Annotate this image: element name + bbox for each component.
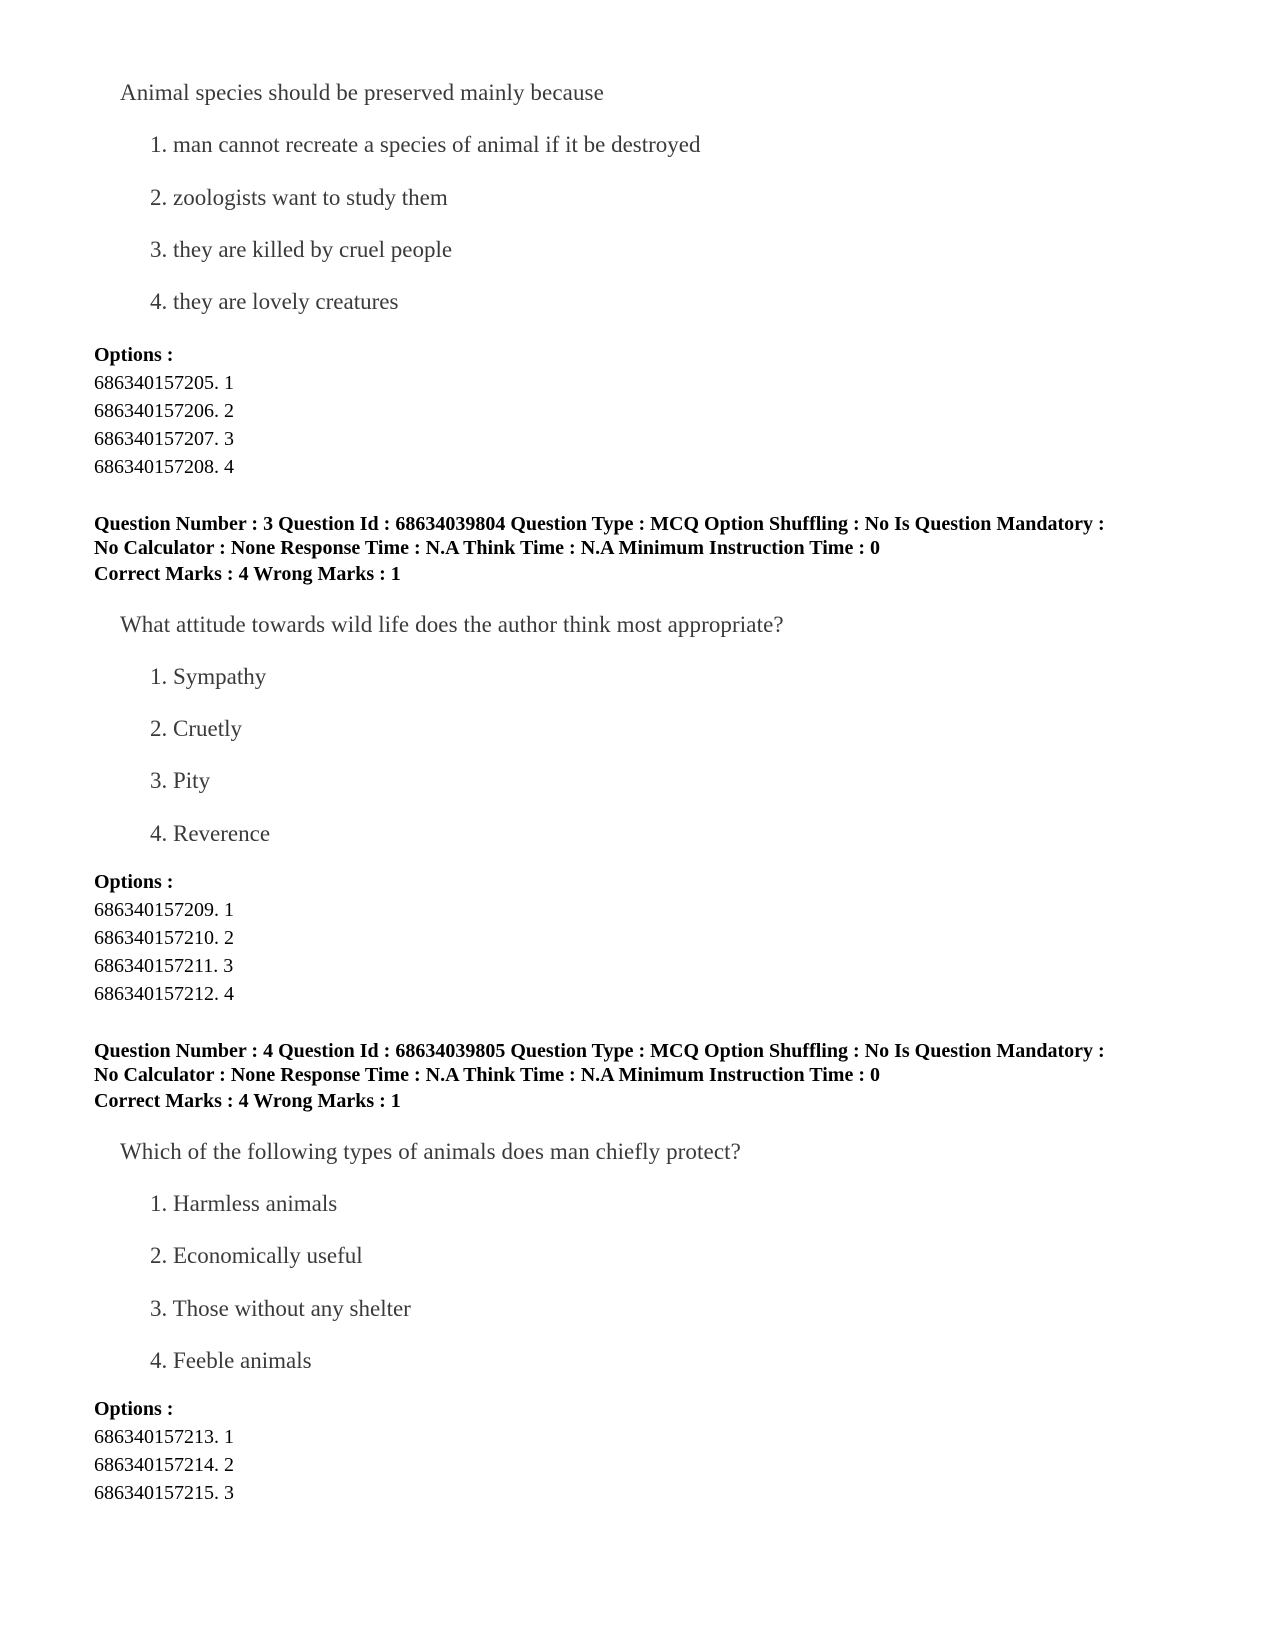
question-3-choice-3: 3. Pity — [150, 768, 211, 793]
question-4-meta-line-2: No Calculator : None Response Time : N.A Think Time : N.A Minimum Instruction Time : 0 — [94, 1064, 880, 1086]
question-4-choice-4: 4. Feeble animals — [150, 1348, 312, 1373]
question-2-choice-4: 4. they are lovely creatures — [150, 289, 399, 314]
question-3-meta-line-1: Question Number : 3 Question Id : 68634039804 Question Type : MCQ Option Shuffling : No Is Question Mandatory : — [94, 513, 1105, 535]
question-3-choice-4: 4. Reverence — [150, 821, 271, 846]
question-3-option-1: 686340157209. 1 — [94, 899, 234, 921]
question-2-stem: Animal species should be preserved mainly because — [120, 80, 604, 105]
question-4-option-2: 686340157214. 2 — [94, 1454, 234, 1476]
question-3-stem: What attitude towards wild life does the author think most appropriate? — [120, 612, 784, 637]
question-4-options-label: Options : — [94, 1398, 174, 1420]
question-3-choice-1: 1. Sympathy — [150, 664, 267, 689]
question-3-option-4: 686340157212. 4 — [94, 983, 234, 1005]
question-2-options-label: Options : — [94, 344, 174, 366]
question-4-meta-line-1: Question Number : 4 Question Id : 68634039805 Question Type : MCQ Option Shuffling : No Is Question Mandatory : — [94, 1040, 1105, 1062]
question-3-meta — [94, 512, 1214, 560]
question-4-option-1: 686340157213. 1 — [94, 1426, 234, 1448]
question-3-marks: Correct Marks : 4 Wrong Marks : 1 — [94, 563, 401, 585]
question-2-option-1: 686340157205. 1 — [94, 372, 234, 394]
question-4-marks: Correct Marks : 4 Wrong Marks : 1 — [94, 1090, 401, 1112]
question-4-choice-3: 3. Those without any shelter — [150, 1296, 411, 1321]
question-4-choice-2: 2. Economically useful — [150, 1243, 363, 1268]
question-2-choice-3: 3. they are killed by cruel people — [150, 237, 453, 262]
question-3-choice-2: 2. Cruetly — [150, 716, 242, 741]
question-4-option-3: 686340157215. 3 — [94, 1482, 234, 1504]
question-2-option-2: 686340157206. 2 — [94, 400, 234, 422]
question-2-option-3: 686340157207. 3 — [94, 428, 234, 450]
question-4-choice-1: 1. Harmless animals — [150, 1191, 338, 1216]
question-2-option-4: 686340157208. 4 — [94, 456, 234, 478]
question-3-meta-line-2: No Calculator : None Response Time : N.A Think Time : N.A Minimum Instruction Time : 0 — [94, 537, 880, 559]
question-2-choice-1: 1. man cannot recreate a species of animal if it be destroyed — [150, 132, 701, 157]
question-2-choice-2: 2. zoologists want to study them — [150, 185, 448, 210]
question-4-meta — [94, 1039, 1214, 1087]
question-4-stem: Which of the following types of animals does man chiefly protect? — [120, 1139, 741, 1164]
question-3-option-2: 686340157210. 2 — [94, 927, 234, 949]
question-3-options-label: Options : — [94, 871, 174, 893]
question-3-option-3: 686340157211. 3 — [94, 955, 234, 977]
